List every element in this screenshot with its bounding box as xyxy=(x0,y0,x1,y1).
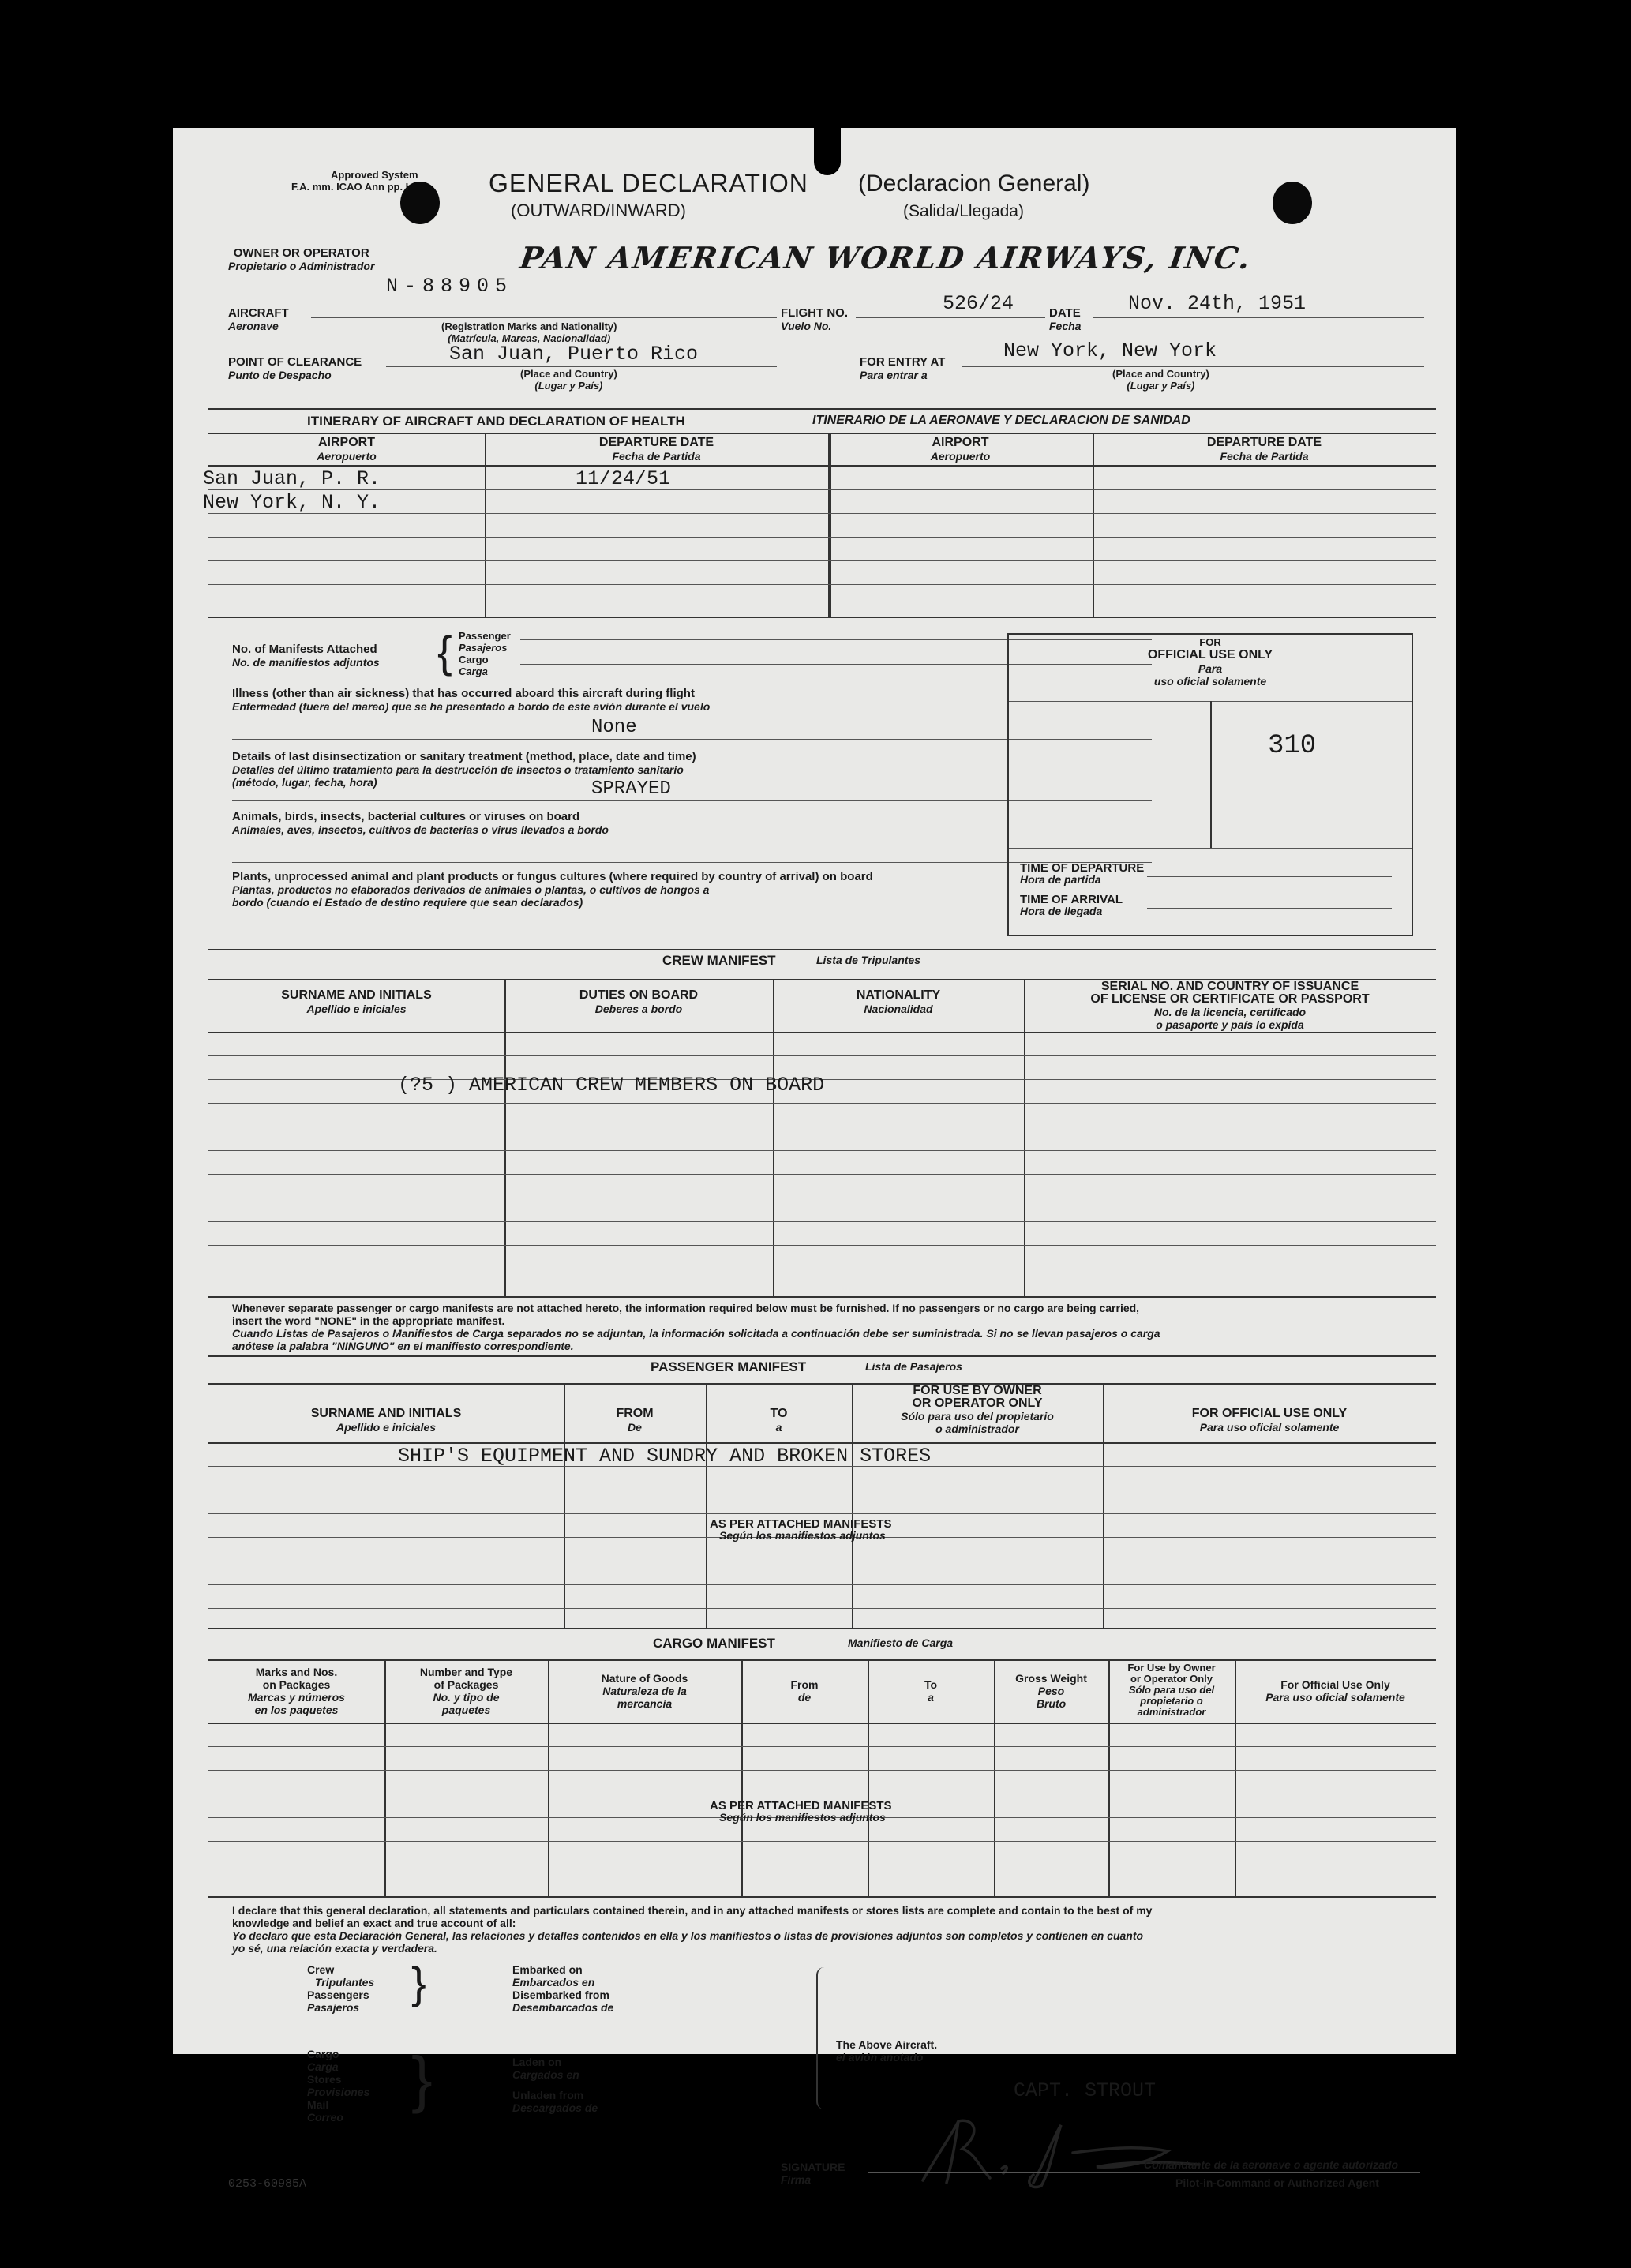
stores-count-label-es: Provisiones xyxy=(307,2086,370,2098)
pass-col-official: FOR OFFICIAL USE ONLY xyxy=(1191,1407,1348,1420)
cargo-col-nature-es: Naturaleza de la xyxy=(602,1685,687,1697)
crew-col-duties: DUTIES ON BOARD xyxy=(579,988,699,1002)
disembarked-label-es: Desembarcados de xyxy=(512,2001,614,2014)
manifests-brace: { xyxy=(437,627,452,677)
cargo-col-owner-es-3: administrador xyxy=(1137,1706,1206,1718)
unladen-label-es: Descargados de xyxy=(512,2101,598,2114)
passenger-label: Passenger xyxy=(459,630,511,642)
laden-label-es: Cargados en xyxy=(512,2068,579,2081)
form-subtitle: (OUTWARD/INWARD) xyxy=(511,201,686,220)
pass-count-label: Passengers xyxy=(307,1989,369,2001)
operator-label-es: Propietario o Administrador xyxy=(228,260,375,272)
embarked-label-es: Embarcados en xyxy=(512,1976,595,1989)
disembarked-label: Disembarked from xyxy=(512,1989,609,2001)
crew-brace: } xyxy=(411,1958,426,2007)
cargo-col-owner-es-2: propietario o xyxy=(1140,1695,1203,1707)
cargo-title: CARGO MANIFEST xyxy=(653,1636,775,1651)
crew-col-duties-es: Deberes a bordo xyxy=(594,1003,683,1015)
cargo-title-es: Manifiesto de Carga xyxy=(848,1636,954,1649)
manifests-label-es: No. de manifiestos adjuntos xyxy=(232,656,380,669)
cargo-col-from-es: de xyxy=(797,1691,812,1704)
pass-col-owner: FOR USE BY OWNER xyxy=(913,1384,1042,1397)
flight-label-es: Vuelo No. xyxy=(781,320,832,332)
cargo-col-official-es: Para uso oficial solamente xyxy=(1265,1691,1405,1704)
cargo-as-per-es: Según los manifiestos adjuntos xyxy=(719,1811,886,1824)
pass-col-to-es: a xyxy=(775,1421,782,1434)
official-para: Para xyxy=(1198,662,1223,675)
mail-count-label-es: Correo xyxy=(307,2111,343,2124)
pass-col-from: FROM xyxy=(616,1407,654,1420)
cargo-col-official: For Official Use Only xyxy=(1280,1678,1390,1691)
cargo-label: Cargo xyxy=(459,654,489,665)
stores-count-label: Stores xyxy=(307,2073,342,2086)
declaration-line-3: Yo declaro que esta Declaración General, las relaciones y detalles contenidos en ella y los manifiestos o listas de provisiones adjuntos son completos y contienen en cuanto xyxy=(232,1929,1144,1942)
mail-count-label: Mail xyxy=(307,2098,329,2111)
declaration-line-1: I declare that this general declaration, all statements and particulars contained therein, and in any attached manifests or stores lists are complete and contain to the best of my xyxy=(232,1904,1153,1917)
cargo-col-number-2: of Packages xyxy=(433,1678,499,1691)
crew-col-serial: SERIAL NO. AND COUNTRY OF ISSUANCE xyxy=(1100,980,1359,993)
itin-airport-header-es-2: Aeropuerto xyxy=(930,450,991,463)
clearance-place: San Juan, Puerto Rico xyxy=(449,343,699,366)
signature xyxy=(915,2105,1215,2192)
flight-label: FLIGHT NO. xyxy=(781,306,848,320)
laden-label: Laden on xyxy=(512,2056,562,2068)
crew-count-label-es: Tripulantes xyxy=(315,1976,375,1989)
declaration-line-2: knowledge and belief an exact and true account of all: xyxy=(232,1917,516,1929)
above-aircraft-label: The Above Aircraft. xyxy=(836,2038,938,2051)
form-subtitle-es: (Salida/Llegada) xyxy=(903,202,1024,220)
itin-departure-header-es-2: Fecha de Partida xyxy=(1220,450,1309,463)
cargo-col-nature-es-2: mercancía xyxy=(617,1697,673,1710)
cargo-col-nature: Nature of Goods xyxy=(601,1672,688,1685)
reg-caption-es: (Matrícula, Marcas, Nacionalidad) xyxy=(448,332,611,344)
cargo-brace: } xyxy=(411,2044,433,2114)
time-arrival-label-es: Hora de llegada xyxy=(1020,905,1103,917)
pass-col-official-es: Para uso oficial solamente xyxy=(1199,1421,1340,1434)
itin-row-1-date: 11/24/51 xyxy=(576,467,671,490)
aircraft-label: AIRCRAFT xyxy=(228,306,289,320)
note-line-1: Whenever separate passenger or cargo manifests are not attached hereto, the information required below must be furnished. If no passengers or no cargo are being carried, xyxy=(232,1302,1140,1314)
crew-col-serial-2: OF LICENSE OR CERTIFICATE OR PASSPORT xyxy=(1090,992,1370,1006)
note-line-4: anótese la palabra "NINGUNO" en el manifiesto correspondiente. xyxy=(232,1340,574,1352)
approved-system-label: Approved System xyxy=(331,169,418,181)
crew-col-serial-es: No. de la licencia, certificado xyxy=(1153,1006,1307,1018)
reg-caption: (Registration Marks and Nationality) xyxy=(441,321,617,332)
disinsect-label-es: Detalles del último tratamiento para la destrucción de insectos o tratamiento sanitario xyxy=(232,763,684,776)
summary-bracket xyxy=(816,1967,826,2109)
itin-airport-header-es: Aeropuerto xyxy=(317,450,377,463)
disinsect-value: SPRAYED xyxy=(591,778,671,800)
cargo-col-number: Number and Type xyxy=(419,1666,513,1678)
embarked-label: Embarked on xyxy=(512,1963,583,1976)
itinerary-title-es: ITINERARIO DE LA AERONAVE Y DECLARACION DE SANIDAD xyxy=(812,414,1190,427)
official-title: OFFICIAL USE ONLY xyxy=(1147,648,1273,662)
icao-annex-label: F.A. mm. ICAO Ann pp. I xyxy=(291,181,409,193)
official-para-2: uso oficial solamente xyxy=(1153,675,1267,688)
entry-caption: (Place and Country) xyxy=(1112,368,1209,380)
cargo-col-weight-es: Peso xyxy=(1037,1685,1065,1697)
cargo-col-number-es: No. y tipo de xyxy=(433,1691,500,1704)
crew-col-surname: SURNAME AND INITIALS xyxy=(281,988,432,1002)
itin-row-1-airport: San Juan, P. R. xyxy=(203,467,381,490)
crew-title: CREW MANIFEST xyxy=(662,953,776,968)
cargo-col-number-es-2: paquetes xyxy=(441,1704,491,1716)
pass-col-surname: SURNAME AND INITIALS xyxy=(310,1407,462,1420)
unladen-label: Unladen from xyxy=(512,2089,584,2101)
itin-departure-header-es: Fecha de Partida xyxy=(612,450,701,463)
flight-date: Nov. 24th, 1951 xyxy=(1128,292,1307,315)
cargo-col-marks-es-2: en los paquetes xyxy=(254,1704,339,1716)
cargo-col-weight: Gross Weight xyxy=(1015,1672,1087,1685)
animals-label: Animals, birds, insects, bacterial cultures or viruses on board xyxy=(232,810,580,823)
cargo-count-label: Cargo xyxy=(307,2048,339,2060)
cargo-col-marks: Marks and Nos. xyxy=(255,1666,338,1678)
note-line-3: Cuando Listas de Pasajeros o Manifiestos de Carga separados no se adjuntan, la información solicitada a continuación debe ser suministrada. Si no se llevan pasajeros o carga xyxy=(232,1327,1160,1340)
entry-caption-es: (Lugar y País) xyxy=(1127,380,1195,392)
animals-label-es: Animales, aves, insectos, cultivos de bacterias o virus llevados a bordo xyxy=(232,823,609,836)
pass-as-per: AS PER ATTACHED MANIFESTS xyxy=(710,1517,892,1531)
disinsect-label: Details of last disinsectization or sanitary treatment (method, place, date and time) xyxy=(232,750,696,763)
above-aircraft-label-es: el avión anotado xyxy=(836,2051,924,2064)
itin-departure-header-2: DEPARTURE DATE xyxy=(1206,436,1322,449)
pass-col-to: TO xyxy=(770,1407,788,1420)
aircraft-registration: N-88905 xyxy=(386,275,514,298)
pass-col-owner-2: OR OPERATOR ONLY xyxy=(912,1396,1043,1410)
cargo-col-weight-es-2: Bruto xyxy=(1036,1697,1067,1710)
itinerary-title: ITINERARY OF AIRCRAFT AND DECLARATION OF HEALTH xyxy=(307,414,685,429)
illness-label-es: Enfermedad (fuera del mareo) que se ha presentado a bordo de este avión durante el vuelo xyxy=(232,700,711,713)
crew-col-surname-es: Apellido e iniciales xyxy=(306,1003,407,1015)
official-for: FOR xyxy=(1199,636,1221,648)
entry-label-es: Para entrar a xyxy=(860,369,928,381)
entry-label: FOR ENTRY AT xyxy=(860,355,946,369)
pass-count-label-es: Pasajeros xyxy=(307,2001,360,2014)
flight-number: 526/24 xyxy=(943,292,1014,315)
cargo-col-owner: For Use by Owner xyxy=(1127,1662,1216,1674)
form-title-es: (Declaracion General) xyxy=(858,171,1090,197)
date-label-es: Fecha xyxy=(1049,320,1082,332)
manifests-label: No. of Manifests Attached xyxy=(232,643,377,656)
official-use-box xyxy=(1007,633,1413,936)
pass-col-owner-es: Sólo para uso del propietario xyxy=(901,1410,1054,1423)
signature-label: SIGNATURE xyxy=(781,2161,845,2173)
crew-col-nationality: NATIONALITY xyxy=(856,988,941,1002)
pass-col-from-es: De xyxy=(628,1421,642,1434)
pass-col-surname-es: Apellido e iniciales xyxy=(336,1421,437,1434)
cargo-col-marks-es: Marcas y números xyxy=(248,1691,345,1704)
note-line-2: insert the word "NONE" in the appropriate manifest. xyxy=(232,1314,505,1327)
itin-airport-header-2: AIRPORT xyxy=(932,436,989,449)
entry-place: New York, New York xyxy=(1003,339,1217,362)
cargo-count-label-es: Carga xyxy=(307,2060,339,2073)
cargo-col-to: To xyxy=(924,1678,938,1691)
crew-entry: (?5 ) AMERICAN CREW MEMBERS ON BOARD xyxy=(398,1074,825,1097)
cargo-as-per: AS PER ATTACHED MANIFESTS xyxy=(710,1799,892,1813)
official-number: 310 xyxy=(1268,731,1317,761)
pic-label-es: Comandante de la aeronave o agente autorizado xyxy=(1144,2158,1399,2171)
aircraft-label-es: Aeronave xyxy=(228,320,279,332)
operator-stamp: PAN AMERICAN WORLD AIRWAYS, INC. xyxy=(517,240,1254,276)
operator-label: OWNER OR OPERATOR xyxy=(233,246,369,260)
form-title: GENERAL DECLARATION xyxy=(489,169,808,197)
form-number: 0253-60985A xyxy=(228,2177,307,2191)
time-arrival-label: TIME OF ARRIVAL xyxy=(1020,893,1123,906)
declaration-sheet xyxy=(173,128,1456,2191)
torn-edge xyxy=(814,128,841,175)
passenger-title-es: Lista de Pasajeros xyxy=(865,1360,962,1373)
clearance-label: POINT OF CLEARANCE xyxy=(228,355,362,369)
passenger-label-es: Pasajeros xyxy=(459,642,508,654)
illness-value: None xyxy=(591,717,637,738)
cargo-col-from: From xyxy=(790,1678,819,1691)
pic-label: Pilot-in-Command or Authorized Agent xyxy=(1175,2176,1379,2189)
clearance-label-es: Punto de Despacho xyxy=(228,369,332,381)
itin-row-2-airport: New York, N. Y. xyxy=(203,491,381,514)
cargo-col-owner-es: Sólo para uso del xyxy=(1128,1684,1215,1696)
declaration-line-4: yo sé, una relación exacta y verdadera. xyxy=(232,1942,437,1955)
date-label: DATE xyxy=(1049,306,1081,320)
place-caption-es: (Lugar y País) xyxy=(534,380,603,392)
crew-count-label: Crew xyxy=(307,1963,335,1976)
punch-hole xyxy=(1273,182,1312,224)
pass-col-owner-es-2: o administrador xyxy=(935,1423,1019,1435)
time-departure-label-es: Hora de partida xyxy=(1020,873,1101,886)
crew-col-serial-es-2: o pasaporte y país lo expida xyxy=(1156,1018,1304,1031)
crew-col-nationality-es: Nacionalidad xyxy=(864,1003,933,1015)
passenger-title: PASSENGER MANIFEST xyxy=(651,1359,807,1374)
cargo-col-marks-2: on Packages xyxy=(262,1678,331,1691)
plants-label: Plants, unprocessed animal and plant products or fungus cultures (where required by country of arrival) on board xyxy=(232,870,873,883)
time-departure-label: TIME OF DEPARTURE xyxy=(1020,861,1145,875)
signature-label-es: Firma xyxy=(781,2173,812,2186)
cargo-col-owner-2: or Operator Only xyxy=(1130,1673,1213,1685)
disinsect-label-es-2: (método, lugar, fecha, hora) xyxy=(232,776,377,789)
illness-label: Illness (other than air sickness) that has occurred aboard this aircraft during flight xyxy=(232,687,695,700)
place-caption: (Place and Country) xyxy=(520,368,617,380)
plants-label-es: Plantas, productos no elaborados derivados de animales o plantas, o cultivos de hongos a xyxy=(232,883,710,896)
cargo-label-es: Carga xyxy=(459,665,488,677)
itin-departure-header: DEPARTURE DATE xyxy=(598,436,714,449)
plants-label-es-2: bordo (cuando el Estado de destino requiere que sean declarados) xyxy=(232,896,583,909)
crew-title-es: Lista de Tripulantes xyxy=(816,954,920,966)
captain-name: CAPT. STROUT xyxy=(1014,2079,1157,2102)
cargo-col-to-es: a xyxy=(928,1691,934,1704)
passenger-entry: SHIP'S EQUIPMENT AND SUNDRY AND BROKEN STORES xyxy=(398,1445,932,1468)
itin-airport-header: AIRPORT xyxy=(318,436,375,449)
pass-as-per-es: Según los manifiestos adjuntos xyxy=(719,1529,886,1542)
